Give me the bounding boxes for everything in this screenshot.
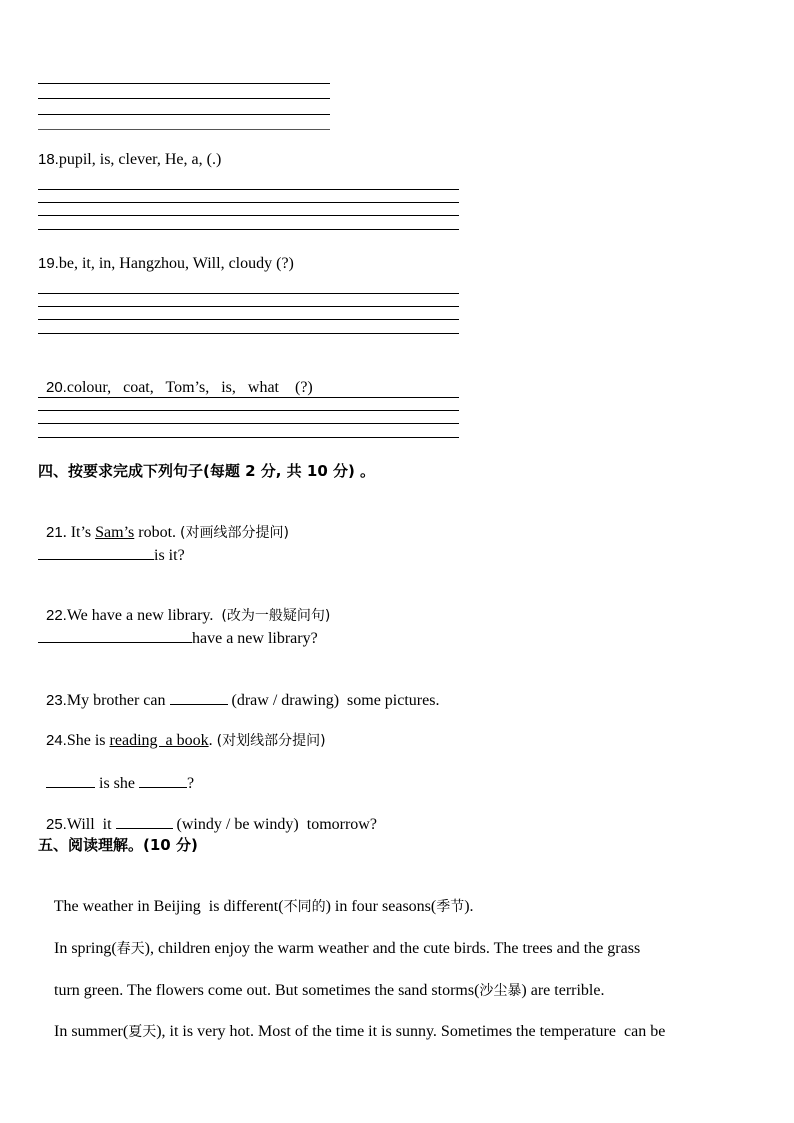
answer-24: is she ?: [38, 753, 194, 794]
question-19: [38, 254, 294, 274]
passage-line: The weather in Beijing is different(不同的) in four seasons(季节).: [53, 898, 474, 915]
answer-blank[interactable]: [38, 545, 154, 560]
question-text: be, it, in, Hangzhou, Will, cloudy (?): [58, 255, 294, 272]
answer-line[interactable]: [38, 306, 459, 307]
answer-line[interactable]: [38, 319, 459, 320]
question-18: [38, 150, 221, 170]
question-23: 23.My brother can (draw / drawing) some pictures.: [46, 692, 440, 709]
instruction-note: (对画线部分提问): [180, 525, 289, 541]
section-4-heading: 四、按要求完成下列句子(每题 2 分, 共 10 分) 。: [38, 462, 376, 480]
underlined-part: Sam’s: [95, 524, 135, 541]
question-20: [38, 358, 313, 398]
instruction-note: (改为一般疑问句): [221, 608, 331, 624]
answer-blank[interactable]: [170, 690, 228, 705]
passage-line: In spring(春天), children enjoy the warm weather and the cute birds. The trees and the grass: [54, 940, 641, 957]
question-21: 21. It’s Sam’s robot. (对画线部分提问): [46, 524, 289, 541]
answer-22: have a new library?: [38, 628, 318, 649]
question-number: 24.: [46, 732, 67, 749]
answer-line[interactable]: [38, 293, 459, 294]
passage-line: turn green. The flowers come out. But sometimes the sand storms(沙尘暴) are terrible.: [54, 982, 605, 999]
question-22: 22.We have a new library. (改为一般疑问句): [46, 607, 331, 624]
question-number: 23.: [46, 692, 67, 709]
answer-blank[interactable]: [38, 628, 192, 643]
answer-line[interactable]: [38, 83, 330, 84]
question-number: 20.: [46, 379, 67, 396]
passage-line: In summer(夏天), it is very hot. Most of the time it is sunny. Sometimes the temperature can be: [54, 1023, 666, 1040]
answer-line[interactable]: [38, 98, 330, 99]
underlined-part: reading a book: [109, 732, 209, 749]
question-number: 25.: [46, 816, 67, 833]
answer-blank[interactable]: [116, 814, 173, 829]
answer-21: is it?: [38, 545, 185, 566]
answer-line[interactable]: [38, 215, 459, 216]
answer-line[interactable]: [38, 333, 459, 334]
question-number: 19.: [38, 255, 59, 272]
question-number: 18.: [38, 151, 59, 168]
instruction-note: (对划线部分提问): [216, 733, 326, 749]
answer-line[interactable]: [38, 114, 330, 115]
question-24: 24.She is reading a book. (对划线部分提问): [46, 732, 326, 749]
question-text: pupil, is, clever, He, a, (.): [58, 151, 222, 168]
question-number: 22.: [46, 607, 67, 624]
answer-line[interactable]: [38, 129, 330, 130]
answer-line[interactable]: [38, 397, 459, 398]
question-25: 25.Will it (windy / be windy) tomorrow?: [46, 816, 377, 833]
section-5-heading: 五、阅读理解。(10 分): [38, 836, 198, 854]
answer-blank[interactable]: [46, 773, 95, 788]
answer-line[interactable]: [38, 423, 459, 424]
question-text: colour, coat, Tom’s, is, what (?): [66, 379, 313, 396]
answer-line[interactable]: [38, 202, 459, 203]
answer-line[interactable]: [38, 229, 459, 230]
answer-line[interactable]: [38, 189, 459, 190]
question-number: 21: [46, 524, 63, 541]
answer-line[interactable]: [38, 437, 459, 438]
answer-blank[interactable]: [139, 773, 187, 788]
answer-line[interactable]: [38, 410, 459, 411]
